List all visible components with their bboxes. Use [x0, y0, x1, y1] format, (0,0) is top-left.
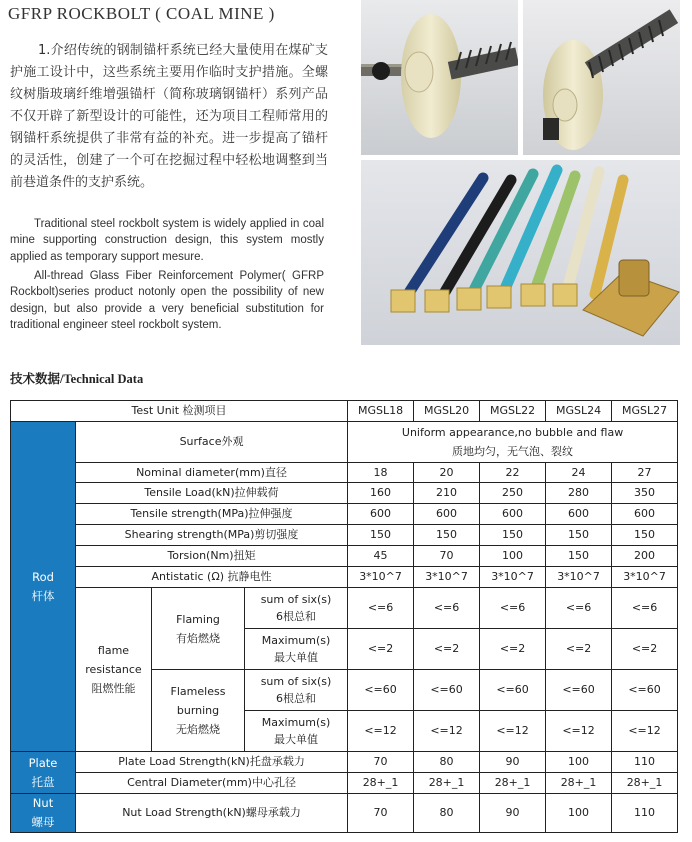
table-row [11, 483, 678, 504]
header-model: MGSL18 [348, 401, 414, 422]
cell-value: 90 [480, 752, 546, 773]
table-row [11, 463, 678, 483]
cell-value: <=60 [546, 670, 612, 711]
cell-value: 27 [612, 463, 678, 483]
cell-value: 70 [348, 752, 414, 773]
surface-value-cn: 质地均匀，无气泡、裂纹 [452, 445, 574, 458]
cell-value: 150 [612, 525, 678, 546]
group-rod [11, 422, 76, 752]
cell-value: 3*10^7 [546, 567, 612, 588]
cell-value: 28+_1 [546, 773, 612, 794]
cell-value: 20 [414, 463, 480, 483]
cell-value: 150 [480, 525, 546, 546]
maximum-label [245, 711, 348, 752]
cell-value: <=2 [480, 629, 546, 670]
surface-label: Surface外观 [76, 422, 348, 463]
row-label: Shearing strength(MPa)剪切强度 [76, 525, 348, 546]
cell-value: <=6 [480, 588, 546, 629]
flame-resistance-label [76, 588, 152, 752]
cell-value: <=6 [546, 588, 612, 629]
photo-bolt-plate-right [523, 0, 680, 155]
flaming-label-line: 有焰燃烧 [176, 631, 220, 645]
group-nut [11, 794, 76, 833]
table-row [11, 546, 678, 567]
flaming-label-line: Flaming [176, 612, 220, 626]
sum-of-six-label [245, 588, 348, 629]
row-label: Nominal diameter(mm)直径 [76, 463, 348, 483]
table-header-row [11, 401, 678, 422]
cell-value: <=2 [546, 629, 612, 670]
cell-value: 18 [348, 463, 414, 483]
cell-value: <=60 [612, 670, 678, 711]
cell-value: <=2 [414, 629, 480, 670]
cell-value: 150 [414, 525, 480, 546]
header-test-unit: Test Unit 检测项目 [11, 401, 348, 422]
max-label-line: 最大单值 [274, 651, 319, 664]
cell-value: 160 [348, 483, 414, 504]
photo-rockbolt-products [361, 160, 680, 345]
max-label-line: Maximum(s) [261, 716, 331, 729]
cell-value: 600 [612, 504, 678, 525]
flaming-label [152, 588, 245, 670]
cell-value: <=60 [348, 670, 414, 711]
table-row [11, 525, 678, 546]
cell-value: 28+_1 [612, 773, 678, 794]
row-label: Torsion(Nm)扭矩 [76, 546, 348, 567]
header-model: MGSL24 [546, 401, 612, 422]
cell-value: 70 [414, 546, 480, 567]
row-label: Central Diameter(mm)中心孔径 [76, 773, 348, 794]
row-label: Tensile strength(MPa)拉伸强度 [76, 504, 348, 525]
flameless-label-line: 无焰燃烧 [176, 723, 220, 736]
cell-value: 600 [414, 504, 480, 525]
section-title: 技术数据/Technical Data [10, 372, 144, 386]
surface-value [348, 422, 678, 463]
group-plate-en: Plate [28, 755, 58, 770]
table-row [11, 567, 678, 588]
flameless-label [152, 670, 245, 752]
flameless-label-line: burning [176, 704, 220, 717]
cell-value: <=12 [480, 711, 546, 752]
cell-value: 28+_1 [348, 773, 414, 794]
cell-value: <=12 [348, 711, 414, 752]
cell-value: 3*10^7 [480, 567, 546, 588]
cell-value: 350 [612, 483, 678, 504]
cell-value: 210 [414, 483, 480, 504]
intro-english-2: All-thread Glass Fiber Reinforcement Polymer( GFRP Rockbolt)series product notonly open the possibility of new design, but also provide a very beneficial substitution for traditional engineer steel rockbolt system. [10, 270, 324, 331]
cell-value: <=6 [414, 588, 480, 629]
cell-value: 150 [348, 525, 414, 546]
cell-value: 110 [612, 752, 678, 773]
cell-value: 28+_1 [480, 773, 546, 794]
cell-value: 110 [612, 794, 678, 833]
group-nut-cn: 螺母 [31, 815, 55, 829]
row-label: Plate Load Strength(kN)托盘承载力 [76, 752, 348, 773]
cell-value: 100 [546, 794, 612, 833]
technical-data-table [10, 400, 678, 833]
intro-english-1: Traditional steel rockbolt system is widely applied in coal mine supporting construction design, this system mostly applied as temporary support mesure. [10, 218, 324, 263]
cell-value: <=60 [480, 670, 546, 711]
flame-label-line: 阻燃性能 [91, 682, 136, 695]
cell-value: <=12 [612, 711, 678, 752]
group-nut-en: Nut [32, 796, 54, 810]
row-label: Tensile Load(kN)拉伸载荷 [76, 483, 348, 504]
cell-value: 100 [546, 752, 612, 773]
header-model: MGSL27 [612, 401, 678, 422]
group-rod-cn: 杆体 [31, 588, 55, 603]
flame-label-line: resistance [85, 663, 142, 676]
table-row [11, 773, 678, 794]
cell-value: <=6 [612, 588, 678, 629]
cell-value: 150 [546, 525, 612, 546]
cell-value: 600 [480, 504, 546, 525]
cell-value: 250 [480, 483, 546, 504]
sum-label-line: sum of six(s) [260, 593, 332, 606]
photo-bolt-plate-left [361, 0, 518, 155]
cell-value: <=6 [348, 588, 414, 629]
sum-label-line: sum of six(s) [260, 675, 332, 688]
table-row-flame [11, 588, 678, 629]
sum-label-line: 6根总和 [276, 692, 317, 705]
max-label-line: 最大单值 [274, 733, 319, 746]
cell-value: <=12 [414, 711, 480, 752]
cell-value: 600 [348, 504, 414, 525]
sum-of-six-label [245, 670, 348, 711]
cell-value: 200 [612, 546, 678, 567]
group-rod-en: Rod [32, 569, 54, 584]
group-plate-cn: 托盘 [31, 774, 55, 789]
flame-label-line: flame [97, 644, 130, 657]
surface-value-en: Uniform appearance,no bubble and flaw [401, 426, 624, 439]
cell-value: 600 [546, 504, 612, 525]
cell-value: 3*10^7 [348, 567, 414, 588]
row-label: Nut Load Strength(kN)螺母承载力 [76, 794, 348, 833]
row-label: Antistatic (Ω) 抗静电性 [76, 567, 348, 588]
cell-value: 280 [546, 483, 612, 504]
cell-value: 70 [348, 794, 414, 833]
max-label-line: Maximum(s) [261, 634, 331, 647]
cell-value: 45 [348, 546, 414, 567]
table-row [11, 794, 678, 833]
cell-value: 3*10^7 [414, 567, 480, 588]
header-model: MGSL20 [414, 401, 480, 422]
cell-value: <=2 [348, 629, 414, 670]
cell-value: 3*10^7 [612, 567, 678, 588]
cell-value: 28+_1 [414, 773, 480, 794]
cell-value: 90 [480, 794, 546, 833]
flameless-label-line: Flameless [170, 685, 226, 698]
maximum-label [245, 629, 348, 670]
group-plate [11, 752, 76, 794]
cell-value: 24 [546, 463, 612, 483]
cell-value: 80 [414, 752, 480, 773]
table-row [11, 752, 678, 773]
cell-value: 80 [414, 794, 480, 833]
page-title: GFRP ROCKBOLT ( COAL MINE ) [8, 4, 275, 23]
cell-value: <=2 [612, 629, 678, 670]
cell-value: 22 [480, 463, 546, 483]
header-model: MGSL22 [480, 401, 546, 422]
table-row-surface [11, 422, 678, 463]
cell-value: <=12 [546, 711, 612, 752]
sum-label-line: 6根总和 [276, 610, 317, 623]
cell-value: 100 [480, 546, 546, 567]
intro-chinese: 1.介绍传统的钢制锚杆系统已经大量使用在煤矿支护施工设计中，这些系统主要用作临时支护措施。全螺纹树脂玻璃纤维增强锚杆（简称玻璃钢锚杆）系列产品不仅开辟了新型设计的可能性，还为项目工程师常用的钢锚杆系统提供了非常有益的补充。进一步提高了锚杆的灵活性，创建了一个可在挖掘过程中轻松地调整到当前巷道条件的支护系统。 [10, 43, 328, 190]
cell-value: 150 [546, 546, 612, 567]
table-row [11, 504, 678, 525]
cell-value: <=60 [414, 670, 480, 711]
